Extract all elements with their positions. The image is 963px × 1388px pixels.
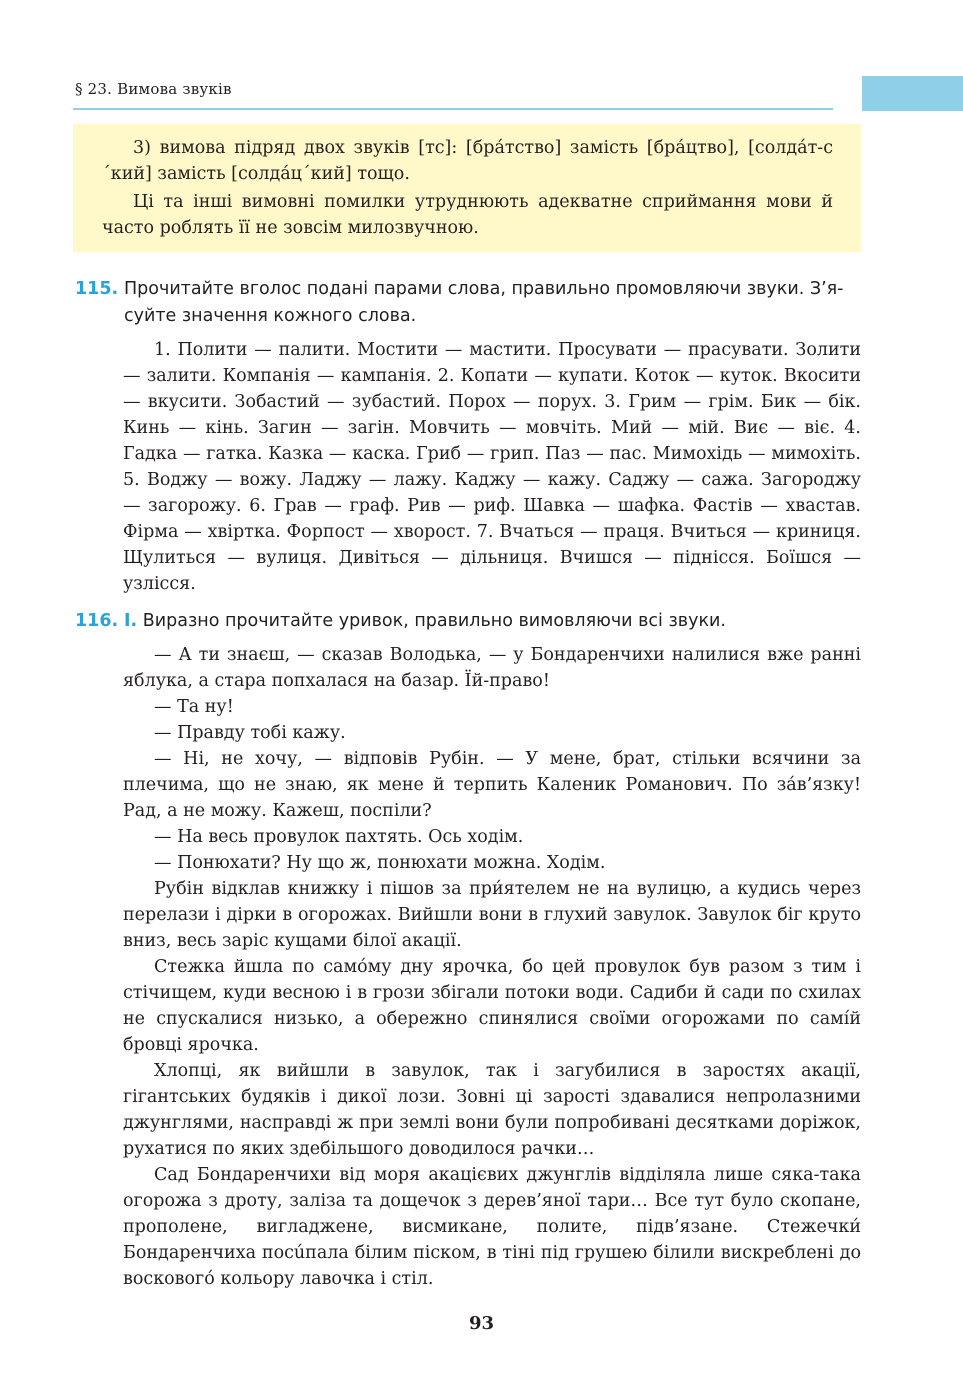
excerpt-paragraph: — Та ну! (154, 697, 234, 717)
excerpt-paragraph: — А ти знаєш, — сказав Володька, — у Бондаренчихи налилися вже ранні яблука, а стара попхалася на базар. Їй-право! (123, 645, 861, 691)
excerpt-paragraph: — Правду тобі кажу. (154, 723, 346, 743)
exercise-number: 115. (75, 279, 119, 299)
exercise-number: 116. (75, 611, 119, 631)
excerpt-paragraph: Стежка йшла по самóму дну ярочка, бо цей провулок був разом з тим і стічищем, куди весною і в грози збігали потоки води. Садиби й сади по схилах не спускалися низько, а обережно спинялися своїми огорожами по самíй бровці ярочка. (123, 957, 861, 1055)
section-title: § 23. Вимова звуків (75, 80, 232, 98)
excerpt-paragraph: — Ні, не хочу, — відповів Рубін. — У мене, брат, стільки всячини за плечима, що не знаю, як мене й терпить Каленик Романович. По за́в’язку! Рад, а не можу. Кажеш, поспіли? (123, 749, 861, 821)
word-pairs-paragraph: 1. Полити — палити. Мостити — мастити. Просувати — прасувати. Золити — залити. Компанія — кампанія. 2. Копати — купати. Коток — куток. Вкосити — вкусити. Зобастий — зубастий. Порох — порух. 3. Грим — грім. Бик — бік. Кинь — кінь. Загин — загін. Мовчить — мовчіть. Мий — мій. Виє — віє. 4. Гадка — гатка. Казка — каска. Гриб — грип. Паз — пас. Мимохідь — мимохіть. 5. Воджу — вожу. Ладжу — лажу. Каджу — кажу. Саджу — сажа. Загороджу — загорожу. 6. Грав — граф. Рив — риф. Шавка — шафка. Фастів — хвастав. Фірма — хвіртка. Форпост — хворост. 7. Вчаться — праця. Вчиться — криниця. Щулиться — вулиця. Дивіться — дільниця. Вчишся — піднісся. Боїшся — узлісся. (123, 340, 861, 594)
header-divider (73, 108, 833, 110)
rule-note-box (73, 124, 861, 252)
note-paragraph: Ці та інші вимовні помилки утруднюють адекватне сприймання мови й часто роблять її не зовсім милозвучною. (102, 192, 833, 238)
excerpt-paragraph: Хлопці, як вийшли в завулок, так і загубилися в заростях акації, гігантських будяків і дикої лози. Зовні ці зарості здавалися непролазними джунглями, насправді ж при землі вони були попробивані десятками доріжок, рухатися по яких здебільшого доводилося рачки… (123, 1061, 861, 1159)
excerpt-paragraph: — Понюхати? Ну що ж, понюхати можна. Ходім. (154, 853, 606, 873)
note-paragraph: 3) вимова підряд двох звуків [тс]: [бра́тство] замість [бра́цтво], [солда́т-с´кий] замість [солда́ц´кий] тощо. (102, 138, 833, 184)
exercise-task-text: Виразно прочитайте уривок, правильно вимовляючи всі звуки. (142, 611, 726, 631)
exercise-115-task (75, 276, 861, 330)
exercise-115-words (123, 337, 861, 597)
excerpt-paragraph: Рубін відклав книжку і пішов за при́ятелем не на вулицю, а кудись через перелази і дірки в огорожах. Вийшли вони в глухий завулок. Завулок біг круто вниз, весь заріс кущами білої акації. (123, 879, 861, 951)
exercise-task-text: Прочитайте вголос подані парами слова, правильно промовляючи звуки. З’я- (124, 279, 844, 299)
excerpt-paragraph: Сад Бондаренчихи від моря акацієвих джунглів відділяла лише сяка-така огорожа з дроту, заліза та дощечок з дерев’яної тари… Все тут було скопане, прополене, вигладжене, висмикане, полите, підв’язане. Стежечки́ Бондаренчиха посúпала білим піском, в тіні під грушею білили вискреблені до воскового́ кольору лавочка і стіл. (123, 1165, 861, 1289)
exercise-116-task (75, 608, 861, 635)
exercise-part-label: І. (124, 611, 138, 631)
excerpt-paragraph: — На весь провулок пахтять. Ось ходім. (154, 827, 524, 847)
header-color-tab (862, 76, 963, 111)
exercise-task-text-cont: суйте значення кожного слова. (124, 306, 417, 326)
page-number: 93 (468, 1313, 495, 1334)
exercise-116-excerpt (123, 642, 861, 1292)
